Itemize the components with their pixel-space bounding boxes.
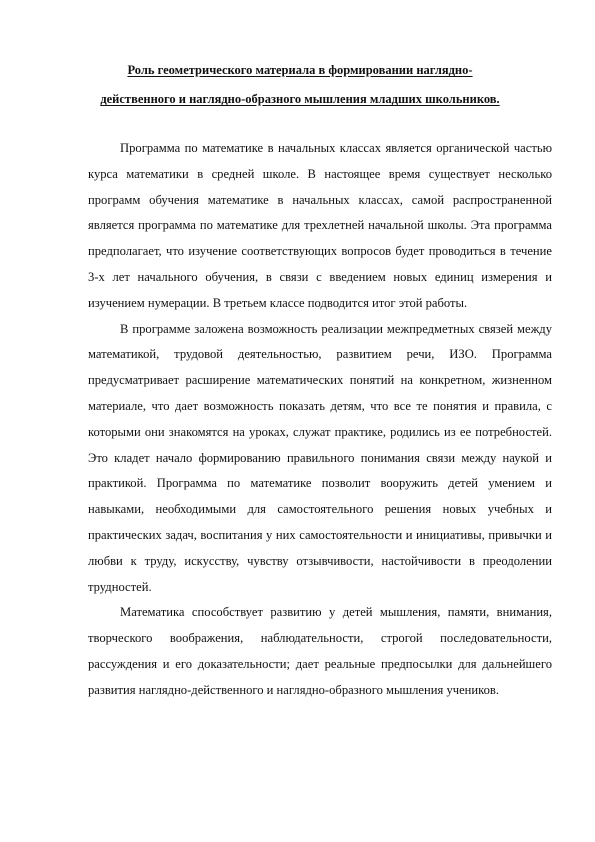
document-title [80, 56, 520, 114]
body-paragraph: Программа по математике в начальных классах является органической частью курса математики в средней школе. В настоящее время существует несколько программ обучения математике в начальных классах, самой распространенной является программа по математике для трехлетней начальной школы. Эта программа предполагает, что изучение соответствующих вопросов будет проводиться в течение 3-х лет начального обучения, в связи с введением новых единиц измерения и изучением нумерации. В третьем классе подводится итог этой работы. [88, 141, 552, 310]
body-paragraph: Математика способствует развитию у детей мышления, памяти, внимания, творческого воображения, наблюдательности, строгой последовательности, рассуждения и его доказательности; дает реальные предпосылки для дальнейшего развития наглядно-действенного и наглядно-образного мышления учеников. [88, 605, 552, 697]
body-paragraph: В программе заложена возможность реализации межпредметных связей между математикой, трудовой деятельностью, развитием речи, ИЗО. Программа предусматривает расширение математических понятий на конкретном, жизненном материале, что дает возможность показать детям, что все те понятия и правила, с которыми они знакомятся на уроках, служат практике, родились из ее потребностей. Это кладет начало формированию правильного понимания связи между наукой и практикой. Программа по математике позволит вооружить детей умением и навыками, необходимыми для самостоятельного решения новых учебных и практических задач, воспитания у них самостоятельности и инициативы, привычки и любви к труду, искусству, чувству отзывчивости, настойчивости в преодолении трудностей. [88, 321, 552, 594]
document-body [88, 136, 552, 704]
document-title-line-1: Роль геометрического материала в формировании наглядно- [127, 63, 473, 77]
document-title-line-2: действенного и наглядно-образного мышления младших школьников. [100, 92, 500, 106]
